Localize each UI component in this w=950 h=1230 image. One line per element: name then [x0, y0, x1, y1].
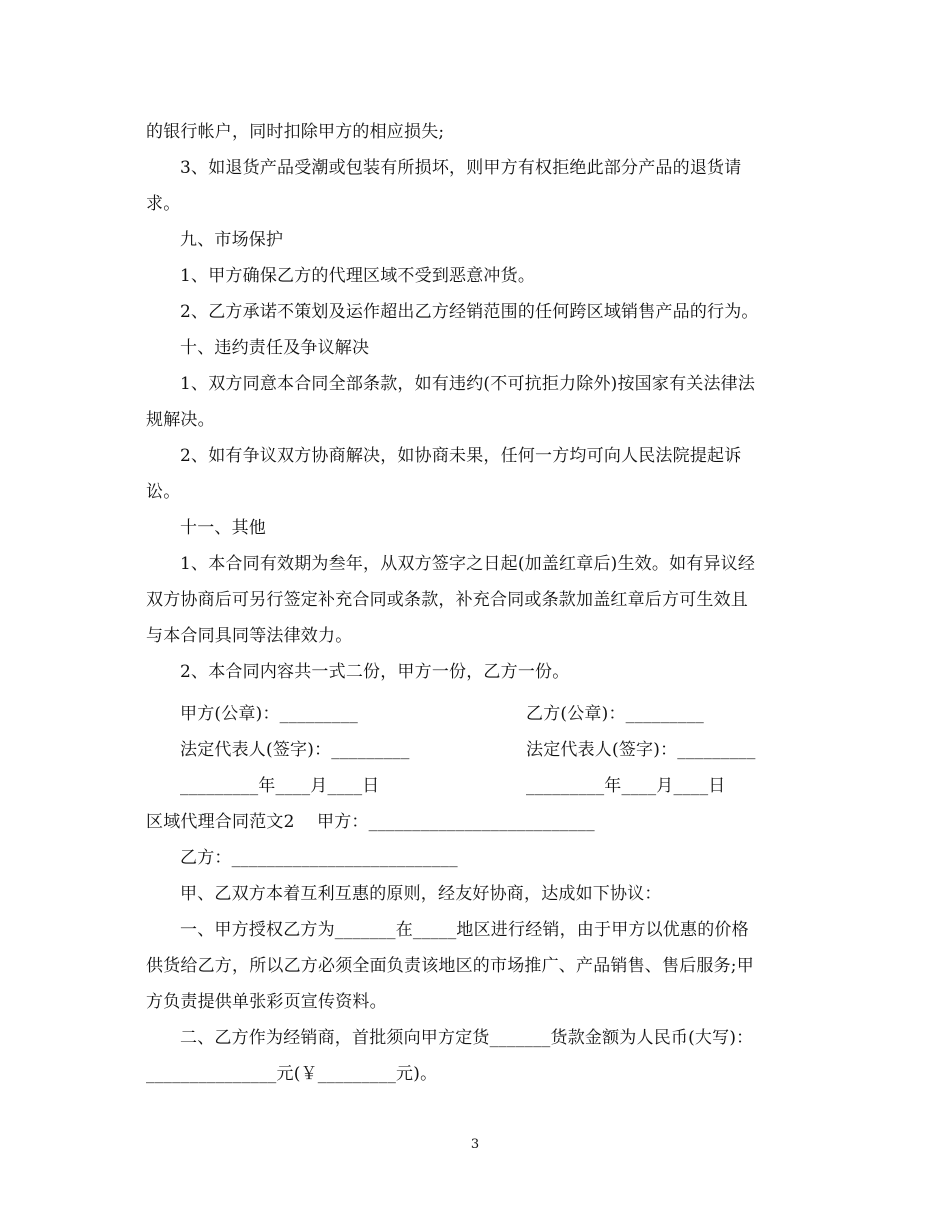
party-b-date-field: _________年____月____日: [526, 776, 726, 796]
party-b-representative-field: 法定代表人(签字)：_________: [526, 740, 756, 760]
text-line: 2、本合同内容共一式二份，甲方一份，乙方一份。: [180, 662, 570, 682]
text-line: 供货给乙方，所以乙方必须全面负责该地区的市场推广、产品销售、售后服务;甲: [146, 956, 754, 976]
party-a-representative-field: 法定代表人(签字)：_________: [180, 740, 410, 760]
section-heading: 十一、其他: [180, 518, 266, 538]
text-line: 求。: [146, 194, 181, 214]
text-line: 双方协商后可另行签定补充合同或条款，补充合同或条款加盖红章后方可生效且: [146, 590, 748, 610]
party-a-seal-field: 甲方(公章)：_________: [180, 704, 358, 724]
document-title-line: 区域代理合同范文2 甲方：__________________________: [146, 812, 595, 832]
party-a-date-field: _________年____月____日: [180, 776, 380, 796]
text-line: 的银行帐户，同时扣除甲方的相应损失;: [146, 122, 445, 142]
section-heading: 十、违约责任及争议解决: [180, 338, 370, 358]
text-line: 一、甲方授权乙方为_______在_____地区进行经销，由于甲方以优惠的价格: [180, 920, 749, 940]
text-line: 3、如退货产品受潮或包装有所损坏，则甲方有权拒绝此部分产品的退货请: [180, 158, 742, 178]
text-line: 甲、乙双方本着互利互惠的原则，经友好协商，达成如下协议：: [180, 884, 662, 904]
text-line: 二、乙方作为经销商，首批须向甲方定货_______货款金额为人民币(大写)：: [180, 1028, 754, 1048]
text-line: 规解决。: [146, 410, 215, 430]
text-line: 1、本合同有效期为叁年，从双方签字之日起(加盖红章后)生效。如有异议经: [180, 554, 756, 574]
text-line: 2、如有争议双方协商解决，如协商未果，任何一方均可向人民法院提起诉: [180, 446, 742, 466]
text-line: 讼。: [146, 482, 181, 502]
text-line: 1、甲方确保乙方的代理区域不受到恶意冲货。: [180, 266, 536, 286]
page-number: 3: [470, 1137, 480, 1152]
section-heading: 九、市场保护: [180, 230, 284, 250]
text-line: 方负责提供单张彩页宣传资料。: [146, 992, 387, 1012]
party-b-seal-field: 乙方(公章)：_________: [526, 704, 704, 724]
text-line: 1、双方同意本合同全部条款，如有违约(不可抗拒力除外)按国家有关法律法: [180, 374, 756, 394]
text-line: _______________元(￥_________元)。: [146, 1064, 438, 1084]
text-line: 与本合同具同等法律效力。: [146, 626, 353, 646]
text-line: 乙方：__________________________: [180, 848, 458, 868]
text-line: 2、乙方承诺不策划及运作超出乙方经销范围的任何跨区域销售产品的行为。: [180, 302, 759, 322]
